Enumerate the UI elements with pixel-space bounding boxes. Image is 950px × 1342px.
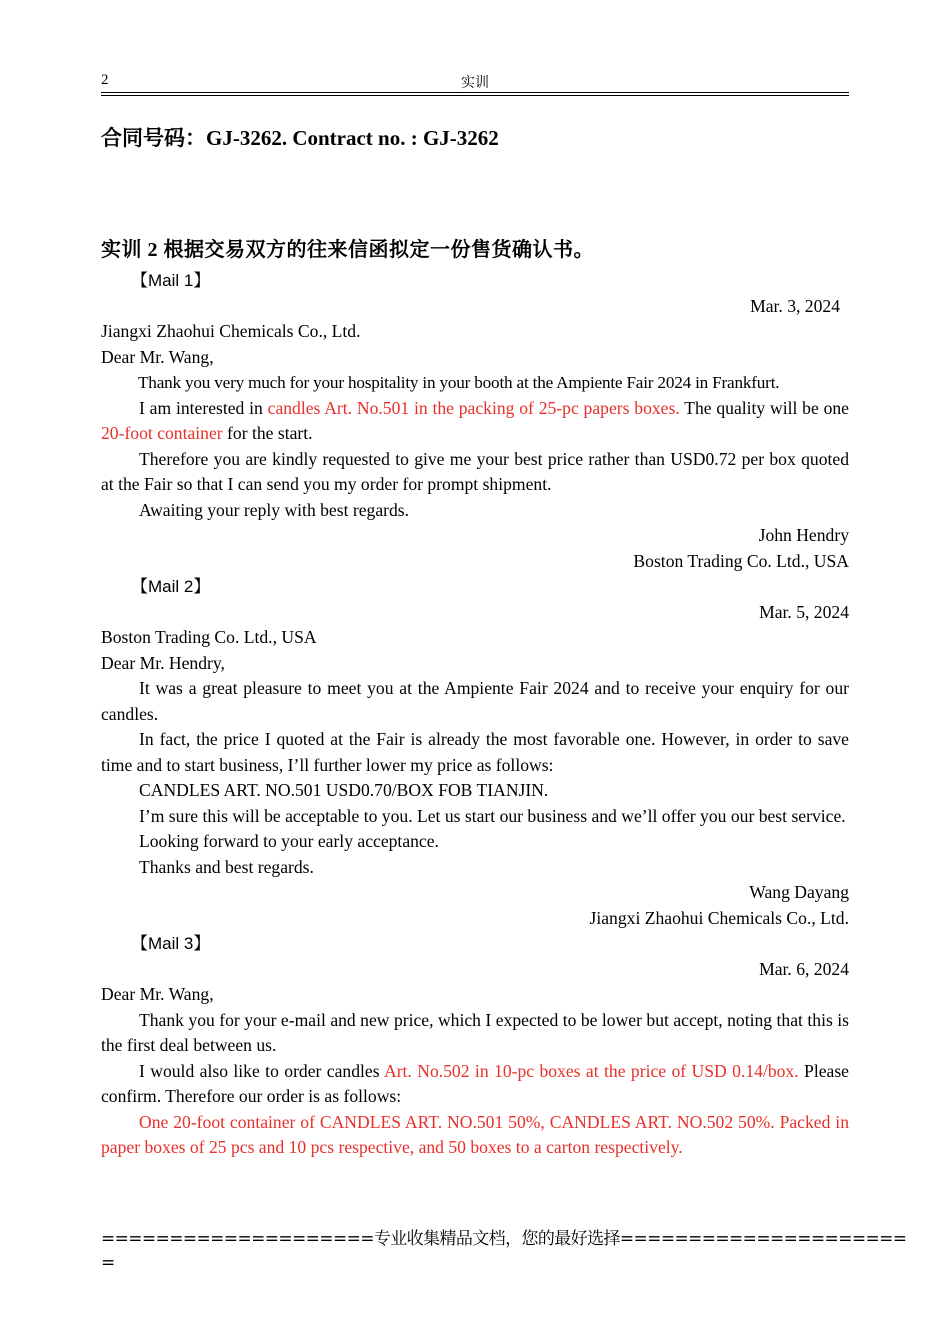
mail1-paragraph-1: Thank you very much for your hospitality in your booth at the Ampiente Fair 2024 in Frankfurt. [138,373,780,392]
header-rule [101,92,849,96]
mail1-salutation: Dear Mr. Wang, [101,346,214,367]
mail1-recipient: Jiangxi Zhaohui Chemicals Co., Ltd. [101,321,361,341]
mail1-paragraph-4: Awaiting your reply with best regards. [139,499,410,520]
mail2-signature-name: Wang Dayang [749,882,849,902]
mail2-recipient: Boston Trading Co. Ltd., USA [101,627,317,647]
mail1-p2-text-a: I am interested in [139,397,268,418]
mail2-paragraph-2: In fact, the price I quoted at the Fair is already the most favorable one. However, in order to save time and to start business, I’ll further lower my price as follows: [101,729,849,775]
mail1-paragraph-2 [101,396,849,447]
mail2-paragraph-4: I’m sure this will be acceptable to you. Let us start our business and we’ll offer you our best service. [139,805,846,826]
mail2-paragraph-1: It was a great pleasure to meet you at the Ampiente Fair 2024 and to receive your enquiry for our candles. [101,678,849,724]
mail-body [101,268,849,1161]
mail2-heading: 【Mail 2】 [131,577,211,596]
mail1-p2-highlight-product: candles Art. No.501 in the packing of 25-pc papers boxes. [267,397,680,418]
mail3-date: Mar. 6, 2024 [759,958,849,979]
mail2-signature-company: Jiangxi Zhaohui Chemicals Co., Ltd. [589,907,849,928]
page-footer [101,1228,907,1274]
header-title: 实训 [461,76,489,91]
mail1-p2-highlight-container: 20-foot container [101,423,223,443]
mail2-paragraph-6: Thanks and best regards. [139,856,314,877]
mail3-paragraph-2 [101,1059,849,1110]
mail3-order-details: One 20-foot container of CANDLES ART. NO.501 50%, CANDLES ART. NO.502 50%. Packed in paper boxes of 25 pcs and 10 pcs respective, and 50 boxes to a carton respectively. [101,1111,849,1157]
page-header [101,72,849,94]
mail2-paragraph-3: CANDLES ART. NO.501 USD0.70/BOX FOB TIANJIN. [139,780,549,800]
contract-number: 合同号码：GJ-3262. Contract no. : GJ-3262 [101,126,499,150]
mail1-p2-text-c: for the start. [222,423,313,443]
mail1-signature-company: Boston Trading Co. Ltd., USA [633,550,849,571]
task-title: 实训 2 根据交易双方的往来信函拟定一份售货确认书。 [101,239,594,261]
mail2-paragraph-5: Looking forward to your early acceptance. [139,831,439,851]
mail3-heading: 【Mail 3】 [131,934,211,953]
mail2-date: Mar. 5, 2024 [759,601,849,622]
mail1-p2-text-b: The quality will be one [679,397,849,418]
footer-line-1: ====================专业收集精品文档，您的最好选择===================== [101,1229,907,1249]
mail3-paragraph-1: Thank you for your e-mail and new price, which I expected to be lower but accept, noting that this is the first deal between us. [101,1009,849,1055]
page-number: 2 [101,72,109,88]
mail3-p2-text-a: I would also like to order candles [139,1060,384,1081]
mail2-salutation: Dear Mr. Hendry, [101,652,225,673]
footer-line-2: = [101,1253,116,1273]
mail3-p2-text-b: Please confirm. Therefore our order is as follows: [101,1060,849,1106]
mail1-date: Mar. 3, 2024 [750,295,840,316]
mail3-salutation: Dear Mr. Wang, [101,984,214,1004]
mail1-heading: 【Mail 1】 [131,271,211,290]
mail1-paragraph-3: Therefore you are kindly requested to give me your best price rather than USD0.72 per box quoted at the Fair so that I can send you my order for prompt shipment. [101,448,849,494]
mail3-p2-highlight-product: Art. No.502 in 10-pc boxes at the price of USD 0.14/box. [383,1060,799,1081]
mail1-signature-name: John Hendry [758,525,849,545]
